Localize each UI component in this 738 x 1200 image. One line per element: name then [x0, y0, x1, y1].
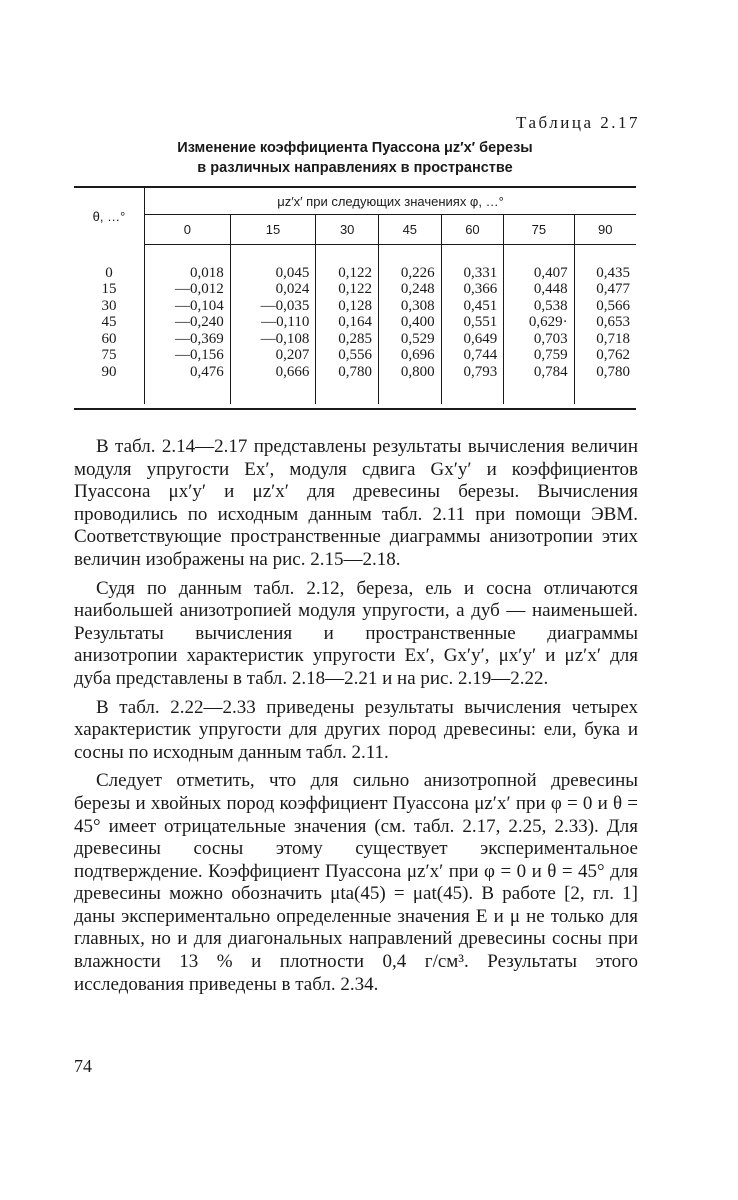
spacer-cell — [316, 380, 379, 404]
paragraph-4: Следует отметить, что для сильно анизотропной древесины березы и хвойных пород коэффициент Пуассона μz′x′ при φ = 0 и θ = 45° имеет отрицательные значения (см. табл. 2.17, 2.25, 2.33). Для древесины сосны этому существует экспериментальное подтверждение. Коэффициент Пуассона μz′x′ при φ = 0 и θ = 45° для древесины можно обозначить μta(45) = μat(45). В работе [2, гл. 1] даны экспериментально определенные значения E и μ не только для главных, но и для диагональных направлений древесины сосны при влажности 13 % и плотности 0,4 г/см³. Результаты этого исследования приведены в табл. 2.34. — [74, 770, 638, 995]
body-text — [74, 436, 638, 1002]
spacer-cell — [230, 380, 316, 404]
value-cell: —0,156 — [145, 347, 231, 364]
value-cell: 0,018 — [145, 265, 231, 282]
value-cell: 0,629· — [504, 314, 574, 331]
value-cell: 0,435 — [596, 264, 630, 281]
table-label: Таблица 2.17 — [516, 113, 640, 132]
spacer-cell — [441, 244, 504, 265]
value-cell: 0,784 — [504, 364, 574, 381]
value-cell: 0,448 — [504, 281, 574, 298]
value-cell: 0,718 — [596, 330, 630, 347]
value-cell: 0,024 — [230, 281, 316, 298]
value-cell: 0,759 — [504, 347, 574, 364]
value-cell: 0,226 — [379, 265, 442, 282]
value-cell: 0,653 — [596, 314, 630, 330]
spacer-cell — [379, 244, 442, 265]
value-cell: 0,477 — [596, 281, 630, 297]
table-row — [74, 347, 636, 364]
spacer-cell — [379, 380, 442, 404]
value-cell: 0,400 — [379, 314, 442, 331]
poisson-table — [74, 186, 636, 410]
value-cell: 0,696 — [379, 347, 442, 364]
spacer-cell — [74, 380, 145, 404]
table-body — [74, 244, 636, 404]
value-cell: —0,369 — [145, 331, 231, 348]
table-spacer-row — [74, 380, 636, 404]
table-row — [74, 364, 636, 381]
table-row — [74, 298, 636, 315]
phi-header-row — [74, 215, 636, 244]
value-cell: 0,285 — [316, 331, 379, 348]
value-cell: 0,538 — [504, 298, 574, 315]
page-number: 74 — [74, 1056, 92, 1076]
table-row — [74, 281, 636, 298]
value-cell: —0,240 — [145, 314, 231, 331]
value-cell: 0,780 — [596, 363, 630, 380]
value-cell: —0,108 — [230, 331, 316, 348]
theta-cell: 90 — [74, 364, 145, 381]
value-cell: 0,744 — [441, 347, 504, 364]
value-cell: 0,476 — [145, 364, 231, 381]
value-cell: 0,164 — [316, 314, 379, 331]
value-cell: 0,780 — [316, 364, 379, 381]
caption-line-1: Изменение коэффициента Пуассона μz′x′ березы — [177, 140, 533, 156]
value-cell: 0,407 — [504, 265, 574, 282]
spacer-cell — [574, 244, 636, 265]
value-cell: 0,248 — [379, 281, 442, 298]
phi-header-cell: 90 — [574, 215, 636, 244]
table-caption — [74, 138, 636, 178]
table-row — [74, 265, 636, 282]
phi-header-cell: 75 — [504, 215, 574, 244]
theta-cell: 30 — [74, 298, 145, 315]
value-cell: —0,104 — [145, 298, 231, 315]
value-cell: 0,207 — [230, 347, 316, 364]
caption-line-2: в различных направлениях в пространстве — [197, 160, 513, 176]
value-cell: —0,012 — [145, 281, 231, 298]
value-cell: 0,666 — [230, 364, 316, 381]
value-cell: 0,556 — [316, 347, 379, 364]
value-cell: 0,045 — [230, 265, 316, 282]
spacer-cell — [145, 244, 231, 265]
spacer-cell — [504, 380, 574, 404]
spacer-cell — [74, 244, 145, 265]
phi-span-header: μz′x′ при следующих значениях φ, …° — [145, 188, 637, 215]
value-cell: 0,128 — [316, 298, 379, 315]
paragraph-2: Судя по данным табл. 2.12, береза, ель и сосна отличаются наибольшей анизотропией модуля упругости, а дуб — наименьшей. Результаты вычисления и пространственные диаграммы анизотропии характеристик упругости Ex′, Gx′y′, μx′y′ и μz′x′ для дуба представлены в табл. 2.18—2.21 и на рис. 2.19—2.22. — [74, 577, 638, 689]
spacer-cell — [230, 244, 316, 265]
theta-cell: 0 — [74, 265, 145, 282]
value-cell: 0,800 — [379, 364, 442, 381]
spacer-cell — [574, 380, 636, 404]
value-cell: 0,529 — [379, 331, 442, 348]
theta-cell: 15 — [74, 281, 145, 298]
value-cell: 0,308 — [379, 298, 442, 315]
spacer-cell — [316, 244, 379, 265]
value-cell: 0,793 — [441, 364, 504, 381]
value-cell: —0,035 — [230, 298, 316, 315]
theta-cell: 75 — [74, 347, 145, 364]
value-cell: —0,110 — [230, 314, 316, 331]
value-cell: 0,331 — [441, 265, 504, 282]
theta-cell: 60 — [74, 331, 145, 348]
value-cell: 0,551 — [441, 314, 504, 331]
value-cell: 0,703 — [504, 331, 574, 348]
phi-header-cell: 0 — [145, 215, 231, 244]
spacer-cell — [504, 244, 574, 265]
spacer-cell — [145, 380, 231, 404]
phi-header-cell: 60 — [441, 215, 504, 244]
value-cell: 0,122 — [316, 281, 379, 298]
value-cell: 0,566 — [596, 297, 630, 314]
table-spacer-row — [74, 244, 636, 265]
value-cell: 0,649 — [441, 331, 504, 348]
theta-header: θ, …° — [74, 188, 145, 244]
phi-header-cell: 45 — [379, 215, 442, 244]
phi-header-cell: 30 — [316, 215, 379, 244]
data-table — [74, 188, 636, 404]
table-row — [74, 314, 636, 331]
theta-cell: 45 — [74, 314, 145, 331]
phi-header-cell: 15 — [230, 215, 316, 244]
table-row — [74, 331, 636, 348]
paragraph-1: В табл. 2.14—2.17 представлены результаты вычисления величин модуля упругости Ex′, модуля сдвига Gx′y′ и коэффициентов Пуассона μx′y′ и μz′x′ для древесины березы. Вычисления проводились по исходным данным табл. 2.11 при помощи ЭВМ. Соответствующие пространственные диаграммы анизотропии этих величин изображены на рис. 2.15—2.18. — [74, 436, 638, 570]
value-cell: 0,366 — [441, 281, 504, 298]
value-cell: 0,451 — [441, 298, 504, 315]
paragraph-3: В табл. 2.22—2.33 приведены результаты вычисления четырех характеристик упругости для других пород древесины: ели, бука и сосны по исходным данным табл. 2.11. — [74, 696, 638, 763]
spacer-cell — [441, 380, 504, 404]
value-cell: 0,762 — [596, 347, 630, 363]
value-cell: 0,122 — [316, 265, 379, 282]
